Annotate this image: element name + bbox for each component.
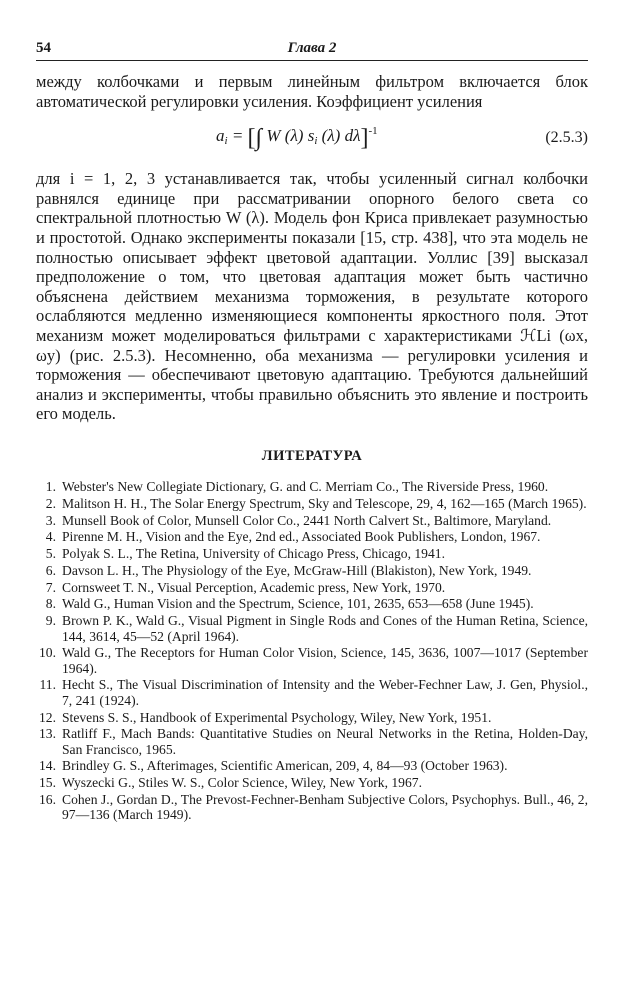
reference-item [36,596,588,611]
reference-number: 11. [39,677,56,693]
reference-item [36,513,588,528]
reference-item [36,496,588,511]
page-number: 54 [36,40,51,56]
equation-2-5-3 [36,119,588,159]
paragraph-main: для i = 1, 2, 3 устанавливается так, чтобы усиленный сигнал колбочки равнялся единице при рассматривании опорного белого света со спектральной плотностью W (λ). Модель фон Криса привлекает разумностью и простотой. Однако эксперименты показали [15, стр. 438], что эта модель не полностью описывает эффект цветовой адаптации. Уоллис [39] высказал предположение о том, что цветовая адаптация может быть частично объяснена действием механизма торможения, в результате которого ослабляются медленно изменяющиеся компоненты яркостного поля. Этот механизм может моделироваться фильтрами с характеристиками ℋLi (ωx, ωy) (рис. 2.5.3). Несомненно, оба механизма — регулировки усиления и торможения — обеспечивают цветовую адаптацию. Требуются дальнейший анализ и эксперименты, чтобы правильно объяснить это явление и построить его модель. [36,169,588,424]
reference-number: 16. [39,792,56,808]
eq-equals: = [227,126,248,146]
reference-number: 6. [45,562,56,578]
reference-text: Munsell Book of Color, Munsell Color Co., 2441 North Calvert St., Baltimore, Maryland. [62,512,552,528]
reference-number: 10. [39,645,56,661]
references-list [36,479,588,823]
reference-text: Polyak S. L., The Retina, University of Chicago Press, Chicago, 1941. [62,546,445,562]
equation-formula [216,125,378,152]
reference-item [36,546,588,561]
reference-item [36,613,588,644]
reference-item [36,529,588,544]
reference-number: 14. [39,758,56,774]
eq-lhs-sub: i [224,135,228,148]
reference-text: Stevens S. S., Handbook of Experimental Psychology, Wiley, New York, 1951. [62,709,492,725]
chapter-title: Глава 2 [287,40,337,56]
reference-text: Cohen J., Gordan D., The Prevost-Fechner-Benham Subjective Colors, Psychophys. Bull., 46, 2, 97—136 (March 1949). [62,792,588,823]
reference-item [36,563,588,578]
reference-number: 12. [39,709,56,725]
book-page [36,36,588,824]
reference-text: Pirenne M. H., Vision and the Eye, 2nd ed., Associated Book Publishers, London, 1967. [62,529,541,545]
eq-integral: ∫ [255,125,263,152]
reference-item [36,479,588,494]
reference-item [36,710,588,725]
reference-text: Davson L. H., The Physiology of the Eye, McGraw-Hill (Blakiston), New York, 1949. [62,562,532,578]
eq-lhs: a [216,126,225,146]
reference-text: Cornsweet T. N., Visual Perception, Academic press, New York, 1970. [62,579,446,595]
reference-text: Brindley G. S., Afterimages, Scientific American, 209, 4, 84—93 (October 1963). [62,758,508,774]
reference-item [36,726,588,757]
eq-body-rest: (λ) dλ [317,126,361,146]
reference-number: 5. [45,546,56,562]
reference-item [36,677,588,708]
reference-item [36,792,588,823]
paragraph-intro: между колбочками и первым линейным фильтром включается блок автоматической регулировки усиления. Коэффициент усиления [36,72,588,111]
eq-bracket-close: ] [360,125,369,152]
reference-number: 2. [45,495,56,511]
reference-item [36,775,588,790]
reference-item [36,758,588,773]
reference-number: 15. [39,775,56,791]
reference-text: Wyszecki G., Stiles W. S., Color Science, Wiley, New York, 1967. [62,775,422,791]
reference-number: 7. [45,579,56,595]
reference-item [36,645,588,676]
eq-body: W (λ) s [262,126,315,146]
reference-text: Webster's New Collegiate Dictionary, G. and C. Merriam Co., The Riverside Press, 1960. [62,478,549,494]
reference-item [36,580,588,595]
reference-text: Ratliff F., Mach Bands: Quantitative Studies on Neural Networks in the Retina, Holden-Day, San Francisco, 1965. [62,726,588,757]
equation-number: (2.5.3) [545,129,588,147]
reference-text: Wald G., The Receptors for Human Color Vision, Science, 145, 3636, 1007—1017 (September 1964). [62,645,588,676]
reference-text: Hecht S., The Visual Discrimination of Intensity and the Weber-Fechner Law, J. Gen, Physiol., 7, 241 (1924). [62,677,588,708]
reference-number: 4. [45,529,56,545]
eq-power: -1 [368,125,378,138]
reference-text: Wald G., Human Vision and the Spectrum, Science, 101, 2635, 653—658 (June 1945). [62,596,534,612]
reference-number: 1. [45,478,56,494]
eq-body-sub: i [314,135,318,148]
eq-bracket-open: [ [247,125,256,152]
reference-number: 8. [45,596,56,612]
reference-text: Malitson H. H., The Solar Energy Spectrum, Sky and Telescope, 29, 4, 162—165 (March 1965). [62,495,587,511]
references-title: ЛИТЕРАТУРА [261,447,363,464]
page-header [36,36,588,61]
reference-number: 3. [45,512,56,528]
reference-text: Brown P. K., Wald G., Visual Pigment in Single Rods and Cones of the Human Retina, Science, 144, 3614, 45—52 (April 1964). [62,613,588,644]
reference-number: 13. [39,726,56,742]
reference-number: 9. [45,613,56,629]
